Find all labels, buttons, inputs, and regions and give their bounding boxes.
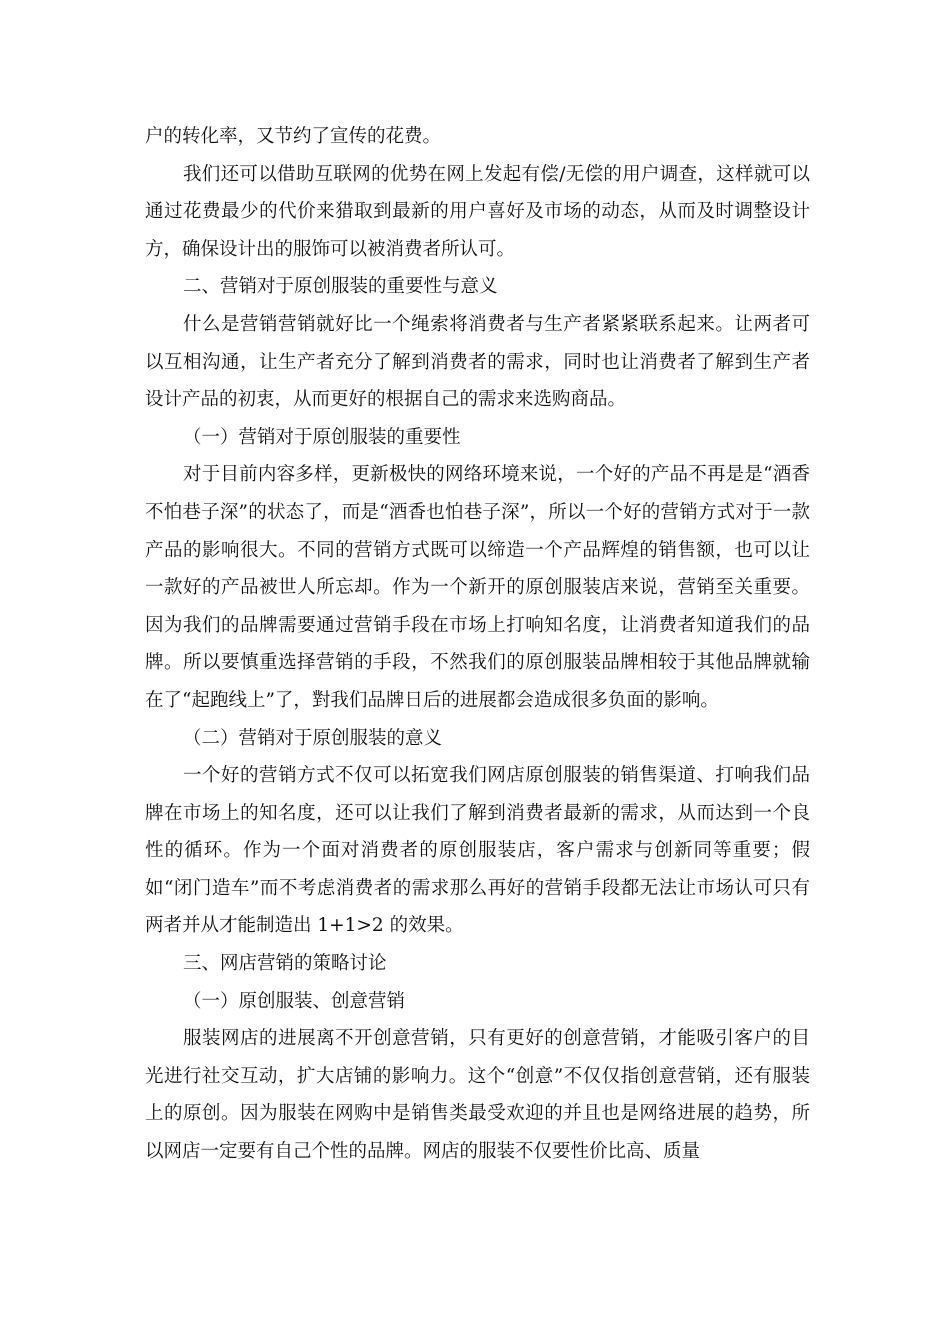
section-heading-3: 三、网店营销的策略讨论 bbox=[183, 953, 387, 975]
subsection-heading-importance: （一）营销对于原创服装的重要性 bbox=[183, 426, 461, 448]
document-page bbox=[145, 118, 810, 1171]
paragraph-what-is-marketing: 什么是营销营销就好比一个绳索将消费者与生产者紧紧联系起来。让两者可以互相沟通，让生产者充分了解到消费者的需求，同时也让消费者了解到生产者设计产品的初衷，从而更好的根据自己的需求来选购商品。 bbox=[145, 313, 810, 411]
subsection-heading-creative: （一）原创服装、创意营销 bbox=[183, 990, 406, 1012]
paragraph-importance: 对于目前内容多样，更新极快的网络环境来说，一个好的产品不再是是“酒香不怕巷子深”的状态了，而是“酒香也怕巷子深”，所以一个好的营销方式对于一款产品的影响很大。不同的营销方式既可以缔造一个产品辉煌的销售额，也可以让一款好的产品被世人所忘却。作为一个新开的原创服装店来说，营销至关重要。因为我们的品牌需要通过营销手段在市场上打响知名度，让消费者知道我们的品牌。所以要慎重选择营销的手段，不然我们的原创服装品牌相较于其他品牌就输在了“起跑线上”了，對我们品牌日后的进展都会造成很多负面的影响。 bbox=[145, 464, 810, 711]
paragraph-continuation: 户的转化率，又节约了宣传的花费。 bbox=[145, 126, 442, 147]
paragraph-creative-marketing: 服装网店的进展离不开创意营销，只有更好的创意营销，才能吸引客户的目光进行社交互动，扩大店铺的影响力。这个“创意”不仅仅指创意营销，还有服装上的原创。因为服装在网购中是销售类最受欢迎的并且也是网络进展的趋势，所以网店一定要有自己个性的品牌。网店的服装不仅要性价比高、质量 bbox=[145, 1028, 810, 1163]
subsection-heading-meaning: （二）营销对于原创服装的意义 bbox=[183, 727, 443, 749]
paragraph-user-survey: 我们还可以借助互联网的优势在网上发起有偿/无偿的用户调查，这样就可以通过花费最少的代价来猎取到最新的用户喜好及市场的动态，从而及时调整设计方，确保设计出的服饰可以被消费者所认可。 bbox=[145, 163, 810, 260]
paragraph-meaning: 一个好的营销方式不仅可以拓宽我们网店原创服装的销售渠道、打响我们品牌在市场上的知名度，还可以让我们了解到消费者最新的需求，从而达到一个良性的循环。作为一个面对消费者的原创服装店，客户需求与创新同等重要；假如“闭门造车”而不考虑消费者的需求那么再好的营销手段都无法让市场认可只有两者并从才能制造出 1+1>2 的效果。 bbox=[145, 765, 810, 937]
section-heading-2: 二、营销对于原创服装的重要性与意义 bbox=[183, 276, 498, 298]
